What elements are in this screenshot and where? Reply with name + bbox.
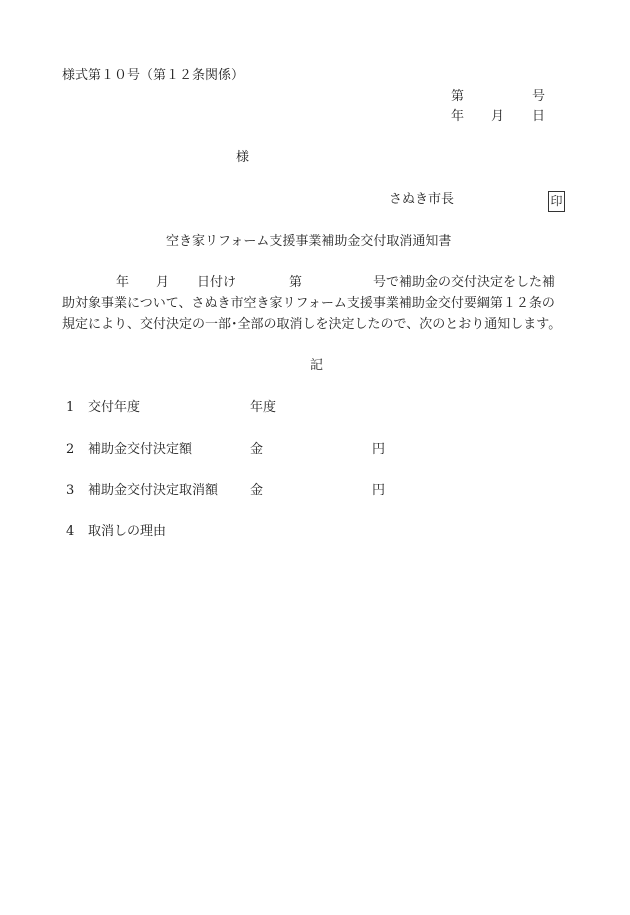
- body-no-prefix: 第: [289, 275, 303, 290]
- document-title: 空き家リフォーム支援事業補助金交付取消通知書: [166, 234, 452, 249]
- item-unit: 円: [372, 483, 386, 498]
- body-line1: 号で補助金の交付決定をした補: [373, 275, 556, 290]
- item-label: 補助金交付決定額: [88, 442, 193, 457]
- issuer: さぬき市長: [389, 192, 455, 207]
- item-number: 3: [66, 483, 75, 498]
- body-line3: 規定により、交付決定の一部･全部の取消しを決定したので、次のとおり通知します。: [62, 317, 562, 332]
- body-month: 月: [156, 275, 170, 290]
- date-year: 年: [451, 109, 465, 124]
- addressee-suffix: 様: [236, 150, 250, 165]
- item-number: 4: [66, 524, 75, 539]
- form-label: 様式第１０号（第１２条関係）: [62, 68, 245, 83]
- item-label: 取消しの理由: [88, 524, 167, 539]
- item-unit: 円: [372, 442, 386, 457]
- body-year: 年: [116, 275, 130, 290]
- doc-number-prefix: 第: [451, 89, 465, 104]
- date-month: 月: [491, 109, 505, 124]
- doc-number-suffix: 号: [532, 89, 546, 104]
- item-label: 交付年度: [88, 400, 141, 415]
- item-label: 補助金交付決定取消額: [88, 483, 219, 498]
- item-value: 金: [250, 483, 264, 498]
- item-number: 2: [66, 442, 75, 457]
- item-value: 金: [250, 442, 264, 457]
- seal-mark: 印: [548, 191, 565, 212]
- body-day: 日付け: [197, 275, 237, 290]
- date-day: 日: [532, 109, 546, 124]
- ki-heading: 記: [310, 358, 324, 373]
- item-number: 1: [66, 400, 75, 415]
- item-value: 年度: [250, 400, 277, 415]
- body-line2: 助対象事業について、さぬき市空き家リフォーム支援事業補助金交付要綱第１２条の: [62, 296, 555, 311]
